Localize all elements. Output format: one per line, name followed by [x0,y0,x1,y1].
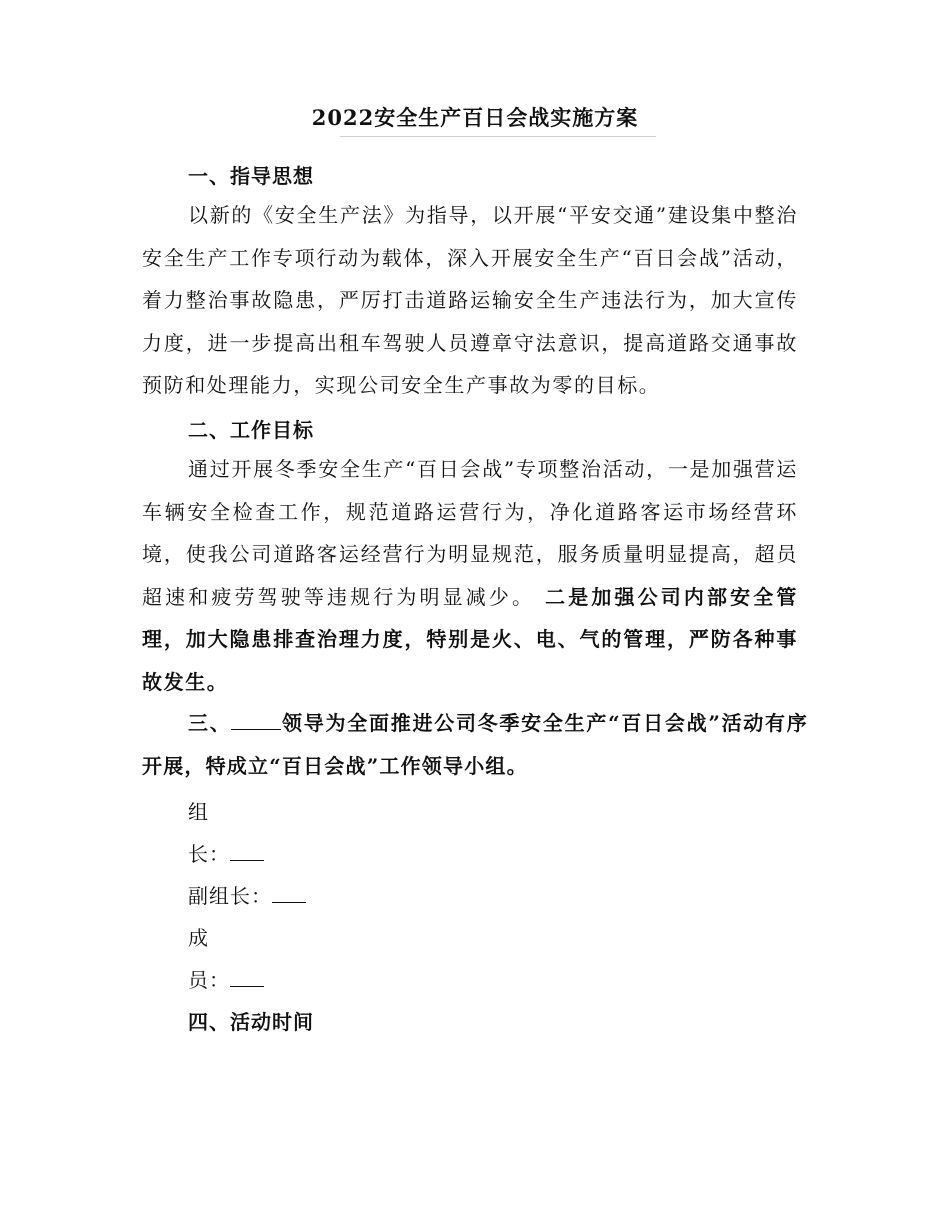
work-goals-bold-text: 二是加强公司内部安全管理，加大隐患排查治理力度，特别是火、电、气的管理，严防各种事故发生。 [142,584,799,694]
section-heading-activity-time: 四、活动时间 [188,1010,314,1034]
group-leader-label-line2 [188,838,264,867]
section-heading-guiding-ideology: 一、指导思想 [188,164,314,188]
paragraph-guiding-ideology: 以新的《安全生产法》为指导，以开展“平安交通”建设集中整治安全生产工作专项行动为载体，深入开展安全生产“百日会战”活动，着力整治事故隐患，严厉打击道路运输安全生产违法行为，加大宣传力度，进一步提高出租车驾驶人员遵章守法意识，提高道路交通事故预防和处理能力，实现公司安全生产事故为零的目标。 [142,203,798,398]
section3-prefix: 三、 [188,711,232,735]
paragraph-work-goals [142,448,798,704]
member-label-line1: 成 [188,926,209,950]
group-leader-label: 长： [188,842,230,866]
deputy-leader-label: 副组长： [188,884,272,908]
member-blank [230,970,264,987]
deputy-leader-line [188,880,306,909]
blank-underline [231,713,281,730]
group-leader-blank [230,844,264,861]
member-label: 员： [188,968,230,992]
section3-text: 领导为全面推进公司冬季安全生产“百日会战”活动有序开展，特成立“百日会战”工作领导小组。 [142,711,808,778]
paragraph-leadership-group [142,702,808,787]
title-underline [340,136,656,137]
group-leader-label-line1: 组 [188,800,209,824]
deputy-leader-blank [272,886,306,903]
member-label-line2 [188,964,264,993]
work-goals-text: 通过开展冬季安全生产“百日会战”专项整治活动，一是加强营运车辆安全检查工作，规范道路运营行为，净化道路客运市场经营环境，使我公司道路客运经营行为明显规范，服务质量明显提高，超员超速和疲劳驾驶等违规行为明显减少。 [142,457,798,609]
document-title: 2022安全生产百日会战实施方案 [311,105,639,130]
section-heading-work-goals: 二、工作目标 [188,418,314,442]
